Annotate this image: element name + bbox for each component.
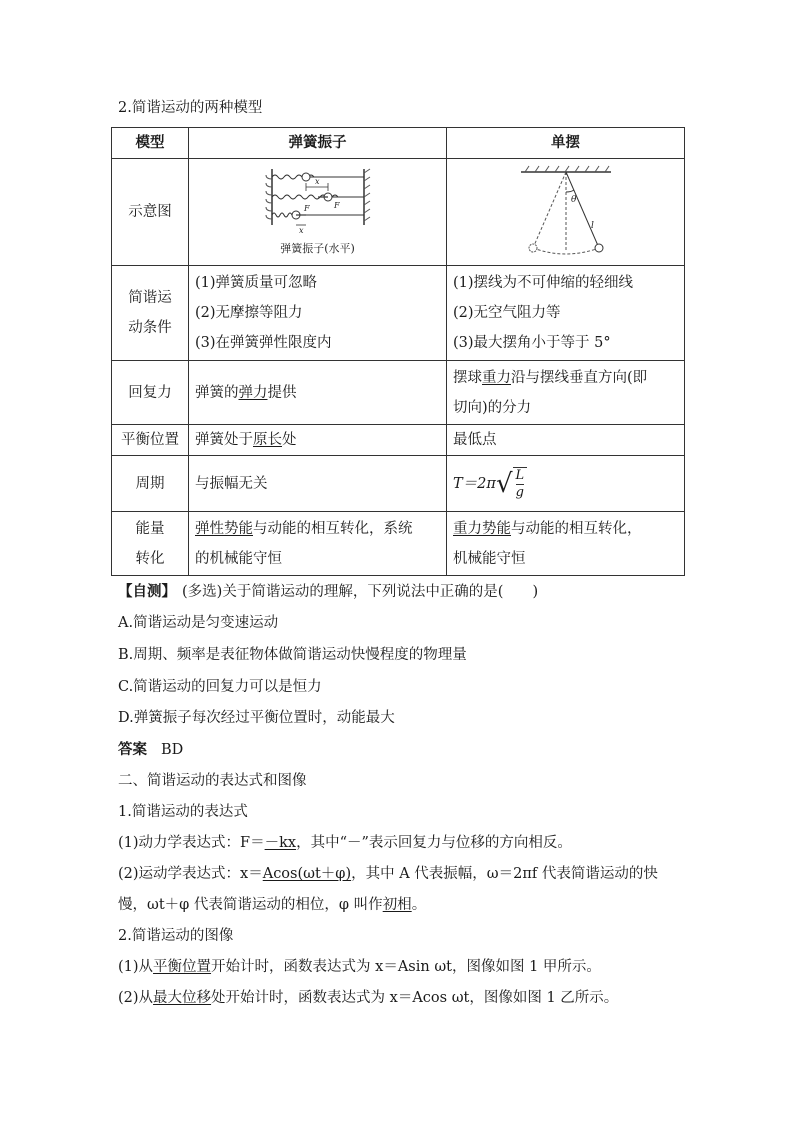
period-fraction (513, 467, 528, 501)
spring-restoring-key: 弹力 (238, 384, 268, 401)
spring-x-label-2: x (298, 226, 304, 235)
phase-post: 。 (411, 897, 427, 913)
part2-heading: 二、简谐运动的表达式和图像 (118, 773, 307, 789)
dynamics-post: ，其中“－”表示回复力与位移的方向相反。 (296, 835, 572, 851)
kinematics-expression-line-2 (118, 893, 426, 914)
option-b: B.周期、频率是表征物体做简谐运动快慢程度的物理量 (118, 647, 467, 663)
kinematics-post: ，其中 A 代表振幅，ω＝2πf 代表简谐运动的快 (351, 866, 658, 882)
spring-diagram-cell (189, 159, 447, 266)
diagram-row-label: 示意图 (112, 159, 189, 266)
answer-value: BD (161, 742, 184, 758)
kinematics-expression-line-1 (118, 862, 658, 883)
answer-label: 答案 (118, 741, 147, 758)
equilibrium-row-label: 平衡位置 (112, 425, 189, 456)
conditions-label-line-2: 动条件 (128, 320, 172, 336)
pendulum-restoring-force (447, 361, 685, 425)
dynamics-key: －kx (264, 835, 297, 851)
graph1-key: 平衡位置 (153, 959, 212, 975)
spring-condition-3: (3)在弹簧弹性限度内 (195, 335, 332, 351)
simple-pendulum-diagram (511, 164, 621, 260)
pendulum-energy-line-1 (453, 514, 678, 544)
energy-row-label (112, 512, 189, 576)
sqrt-symbol: √ (495, 468, 513, 499)
pendulum-condition-2: (2)无空气阻力等 (453, 305, 561, 321)
pendulum-energy (447, 512, 685, 576)
header-model: 模型 (112, 128, 189, 159)
energy-label-line-1: 能量 (135, 520, 165, 537)
spring-oscillator-diagram (258, 167, 378, 239)
spring-diagram-caption: 弹簧振子(水平) (280, 242, 355, 255)
pendulum-period (447, 456, 685, 512)
pendulum-energy-post: 与动能的相互转化， (511, 520, 642, 537)
fraction-numerator: L (515, 467, 525, 483)
pendulum-condition-3: (3)最大摆角小于等于 5° (453, 335, 611, 351)
pendulum-condition-1: (1)摆线为不可伸缩的轻细线 (453, 275, 634, 291)
spring-condition-1: (1)弹簧质量可忽略 (195, 275, 318, 291)
graph2-post: 处开始计时，函数表达式为 x＝Acos ωt，图像如图 1 乙所示。 (211, 990, 619, 1006)
pendulum-restoring-line-2: 切向)的分力 (453, 399, 532, 416)
phase-pre: 慢，ωt＋φ 代表简谐运动的相位，φ 叫作 (118, 897, 383, 913)
spring-restoring-pre: 弹簧的 (195, 384, 239, 401)
spring-restoring-force (189, 361, 447, 425)
graph-item-2 (118, 986, 618, 1007)
conditions-label-line-1: 简谐运 (128, 290, 172, 306)
pendulum-energy-line-2: 机械能守恒 (453, 550, 526, 567)
spring-restoring-post: 提供 (267, 384, 297, 401)
spring-x-label: x (314, 177, 320, 186)
spring-energy-post: 与动能的相互转化，系统 (253, 520, 413, 537)
spring-equilibrium-pre: 弹簧处于 (195, 432, 253, 448)
option-c: C.简谐运动的回复力可以是恒力 (118, 679, 322, 695)
energy-label-line-2: 转化 (135, 550, 165, 567)
restoring-row-label: 回复力 (112, 361, 189, 425)
graph1-pre: (1)从 (118, 959, 154, 975)
initial-phase-key: 初相 (382, 897, 412, 913)
part2-sub2: 2.简谐运动的图像 (118, 928, 234, 944)
models-table (111, 127, 685, 576)
spring-energy-line-1 (195, 514, 440, 544)
answer-line (118, 738, 183, 759)
self-test-tag: 【自测】 (118, 583, 176, 600)
spring-energy (189, 512, 447, 576)
spring-equilibrium-key: 原长 (253, 432, 282, 448)
length-label: l (590, 221, 594, 231)
period-row-label: 周期 (112, 456, 189, 512)
pendulum-conditions (447, 266, 685, 361)
period-formula-lhs: T＝2π (453, 475, 496, 492)
pendulum-diagram-cell (447, 159, 685, 266)
section-heading: 2.简谐运动的两种模型 (118, 100, 263, 116)
self-test-stem: (多选)关于简谐运动的理解，下列说法中正确的是( ) (182, 584, 539, 600)
header-pendulum: 单摆 (447, 128, 685, 159)
pendulum-restoring-line-1 (453, 363, 678, 393)
pendulum-restoring-pre: 摆球 (453, 369, 482, 386)
dynamics-pre: (1)动力学表达式：F＝ (118, 835, 265, 851)
kinematics-pre: (2)运动学表达式：x＝ (118, 866, 263, 882)
pendulum-energy-key: 重力势能 (453, 520, 511, 537)
conditions-row-label (112, 266, 189, 361)
pendulum-restoring-key: 重力 (482, 369, 511, 386)
option-d: D.弹簧振子每次经过平衡位置时，动能最大 (118, 710, 395, 726)
spring-equilibrium (189, 425, 447, 456)
spring-conditions (189, 266, 447, 361)
dynamics-expression (118, 831, 572, 852)
graph2-key: 最大位移 (153, 990, 212, 1006)
graph1-post: 开始计时，函数表达式为 x＝Asin ωt，图像如图 1 甲所示。 (211, 959, 601, 975)
spring-f-label-1: F (333, 201, 340, 210)
spring-equilibrium-post: 处 (282, 432, 297, 448)
spring-condition-2: (2)无摩擦等阻力 (195, 305, 303, 321)
spring-energy-line-2: 的机械能守恒 (195, 550, 282, 567)
kinematics-key: Acos(ωt＋φ) (262, 866, 352, 882)
spring-energy-key: 弹性势能 (195, 520, 253, 537)
self-test-stem-line (118, 580, 538, 601)
header-spring: 弹簧振子 (189, 128, 447, 159)
part2-sub1: 1.简谐运动的表达式 (118, 804, 248, 820)
option-a: A.简谐运动是匀变速运动 (118, 615, 279, 631)
spring-f-label-2: F (303, 204, 310, 213)
spring-period: 与振幅无关 (189, 456, 447, 512)
graph2-pre: (2)从 (118, 990, 154, 1006)
pendulum-equilibrium: 最低点 (447, 425, 685, 456)
theta-label: θ (570, 195, 576, 205)
pendulum-restoring-post: 沿与摆线垂直方向(即 (511, 369, 648, 386)
fraction-denominator: g (515, 484, 524, 500)
graph-item-1 (118, 955, 601, 976)
